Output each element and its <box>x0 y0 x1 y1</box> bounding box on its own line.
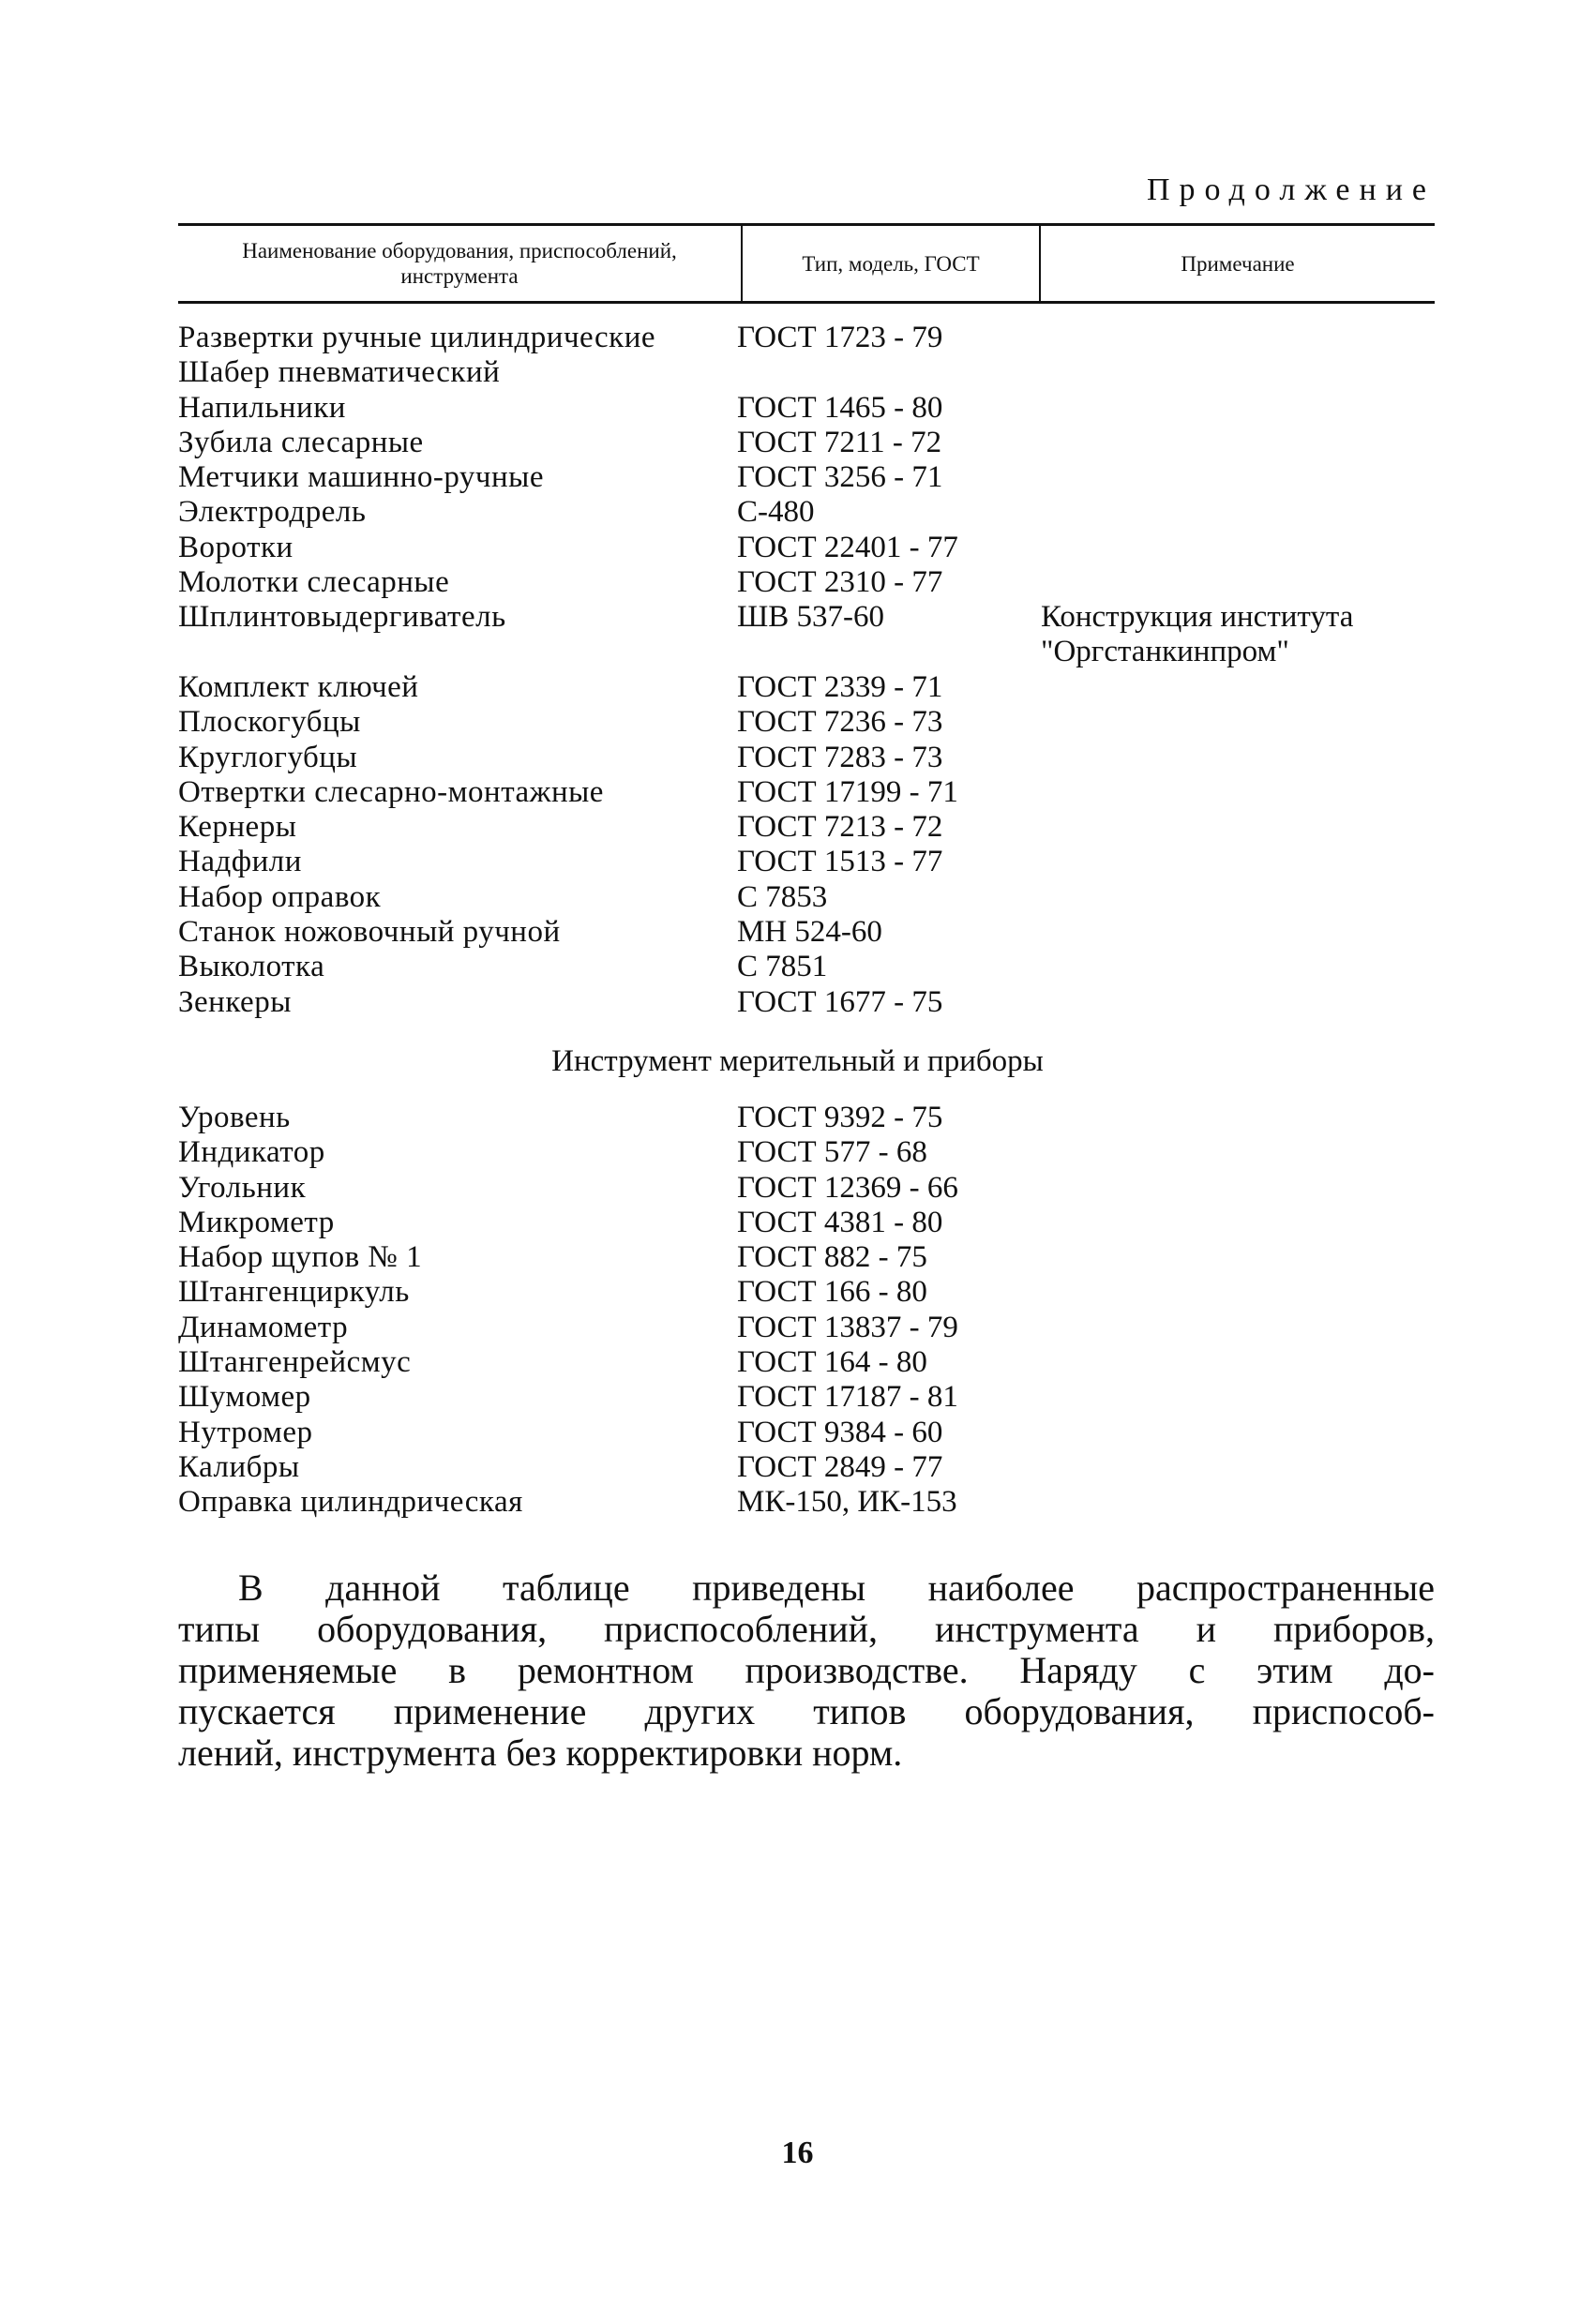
cell-type: ГОСТ 9392 - 75 <box>737 1101 943 1134</box>
note-line: "Оргстанкинпром" <box>1041 635 1289 669</box>
cell-type: ГОСТ 13837 - 79 <box>737 1310 958 1344</box>
cell-type: ГОСТ 4381 - 80 <box>737 1205 943 1239</box>
cell-type: ГОСТ 882 - 75 <box>737 1240 927 1275</box>
cell-type: С-480 <box>737 495 815 530</box>
table-row <box>178 670 1435 705</box>
cell-type: ГОСТ 9384 - 60 <box>737 1415 943 1449</box>
cell-type: ШВ 537-60 <box>737 600 885 635</box>
cell-type: МН 524-60 <box>737 915 882 950</box>
cell-name: Напильники <box>178 390 346 425</box>
table-row <box>178 426 1435 460</box>
cell-name: Шплинтовыдергиватель <box>178 600 506 635</box>
cell-name: Отвертки слесарно-монтажные <box>178 774 604 809</box>
cell-type: ГОСТ 2310 - 77 <box>737 565 943 600</box>
table-row <box>178 1450 1435 1485</box>
cell-name: Зенкеры <box>178 984 292 1019</box>
cell-name: Молотки слесарные <box>178 565 450 600</box>
cell-type: ГОСТ 3256 - 71 <box>737 460 943 495</box>
table-row <box>178 600 1435 670</box>
cell-type: ГОСТ 7211 - 72 <box>737 425 942 459</box>
cell-type: ГОСТ 164 - 80 <box>737 1345 927 1380</box>
cell-note <box>1041 600 1353 669</box>
cell-type: С 7853 <box>737 879 828 914</box>
body-paragraph <box>178 1567 1435 1774</box>
cell-type: МК-150, ИК-153 <box>737 1485 957 1520</box>
cell-type: ГОСТ 1465 - 80 <box>737 390 943 425</box>
equipment-table-body <box>178 321 1435 1020</box>
table-row <box>178 915 1435 950</box>
cell-name: Электродрель <box>178 495 367 530</box>
paragraph-line: типы оборудования, приспособлений, инструмента и приборов, <box>178 1608 1435 1650</box>
table-header <box>178 223 1435 304</box>
table-row <box>178 1416 1435 1450</box>
column-header-type: Тип, модель, ГОСТ <box>741 226 1041 301</box>
page-number: 16 <box>781 2136 814 2170</box>
cell-name: Зубила слесарные <box>178 425 424 459</box>
cell-name: Воротки <box>178 530 293 564</box>
cell-name: Круглогубцы <box>178 740 358 774</box>
cell-type: ГОСТ 2849 - 77 <box>737 1449 943 1484</box>
table-row <box>178 1171 1435 1206</box>
table-row <box>178 810 1435 845</box>
table-row <box>178 495 1435 530</box>
cell-name: Развертки ручные цилиндрические <box>178 321 656 354</box>
paragraph-line: В данной таблице приведены наиболее распространенные <box>238 1567 1435 1609</box>
table-row <box>178 705 1435 740</box>
measuring-table-body <box>178 1101 1435 1521</box>
cell-name: Оправка цилиндрическая <box>178 1485 523 1520</box>
table-row <box>178 1380 1435 1415</box>
cell-type: ГОСТ 7283 - 73 <box>737 740 943 774</box>
cell-name: Калибры <box>178 1449 300 1484</box>
cell-type: ГОСТ 166 - 80 <box>737 1275 927 1310</box>
cell-name: Набор щупов № 1 <box>178 1240 423 1275</box>
cell-type: ГОСТ 1513 - 77 <box>737 845 943 879</box>
section-title: Инструмент мерительный и приборы <box>551 1044 1044 1078</box>
table-row <box>178 1311 1435 1345</box>
paragraph-line: лений, инструмента без корректировки норм. <box>178 1732 903 1774</box>
cell-type: ГОСТ 17199 - 71 <box>737 774 958 809</box>
cell-type: С 7851 <box>737 950 828 984</box>
table-row <box>178 985 1435 1020</box>
cell-type: ГОСТ 577 - 68 <box>737 1135 927 1170</box>
cell-name: Выколотка <box>178 950 325 984</box>
cell-type: ГОСТ 7236 - 73 <box>737 705 943 740</box>
table-row <box>178 845 1435 879</box>
table-row <box>178 741 1435 775</box>
table-row <box>178 1275 1435 1310</box>
continuation-label: Продолжение <box>1146 172 1436 207</box>
table-row <box>178 460 1435 495</box>
table-row <box>178 1345 1435 1380</box>
cell-name: Индикатор <box>178 1135 325 1170</box>
cell-type: ГОСТ 12369 - 66 <box>737 1170 958 1205</box>
column-header-name: Наименование оборудования, приспособлений, инструмента <box>242 239 677 288</box>
cell-type: ГОСТ 1723 - 79 <box>737 321 943 354</box>
cell-name: Метчики машинно-ручные <box>178 460 545 495</box>
table-row <box>178 321 1435 355</box>
table-row <box>178 391 1435 426</box>
cell-name: Штангенрейсмус <box>178 1345 412 1380</box>
cell-name: Станок ножовочный ручной <box>178 915 561 950</box>
cell-name: Шабер пневматический <box>178 355 501 390</box>
paragraph-line: применяемые в ремонтном производстве. Наряду с этим до- <box>178 1649 1435 1691</box>
table-row <box>178 1101 1435 1135</box>
paragraph-line: пускается применение других типов оборудования, приспособ- <box>178 1690 1435 1732</box>
table-row <box>178 775 1435 810</box>
table-row <box>178 1240 1435 1275</box>
cell-name: Угольник <box>178 1170 307 1205</box>
cell-name: Кернеры <box>178 810 297 845</box>
cell-name: Надфили <box>178 845 302 879</box>
table-row <box>178 1206 1435 1240</box>
cell-type: ГОСТ 22401 - 77 <box>737 530 958 564</box>
table-row <box>178 880 1435 915</box>
cell-name: Шумомер <box>178 1380 311 1415</box>
cell-name: Набор оправок <box>178 879 382 914</box>
cell-name: Штангенциркуль <box>178 1275 410 1310</box>
cell-name: Плоскогубцы <box>178 705 361 740</box>
table-row <box>178 1485 1435 1520</box>
table-row <box>178 355 1435 390</box>
table-row <box>178 1135 1435 1170</box>
cell-name: Микрометр <box>178 1205 335 1239</box>
note-line: Конструкция института <box>1041 600 1354 635</box>
table-row <box>178 531 1435 565</box>
table-row <box>178 565 1435 600</box>
cell-name: Нутромер <box>178 1415 313 1449</box>
column-header-note: Примечание <box>1181 251 1295 276</box>
cell-name: Динамометр <box>178 1310 349 1344</box>
cell-type: ГОСТ 1677 - 75 <box>737 984 943 1019</box>
table-row <box>178 950 1435 984</box>
cell-name: Уровень <box>178 1101 291 1134</box>
cell-type: ГОСТ 7213 - 72 <box>737 810 943 845</box>
cell-type: ГОСТ 17187 - 81 <box>737 1380 958 1415</box>
cell-name: Комплект ключей <box>178 669 419 704</box>
cell-type: ГОСТ 2339 - 71 <box>737 669 943 704</box>
